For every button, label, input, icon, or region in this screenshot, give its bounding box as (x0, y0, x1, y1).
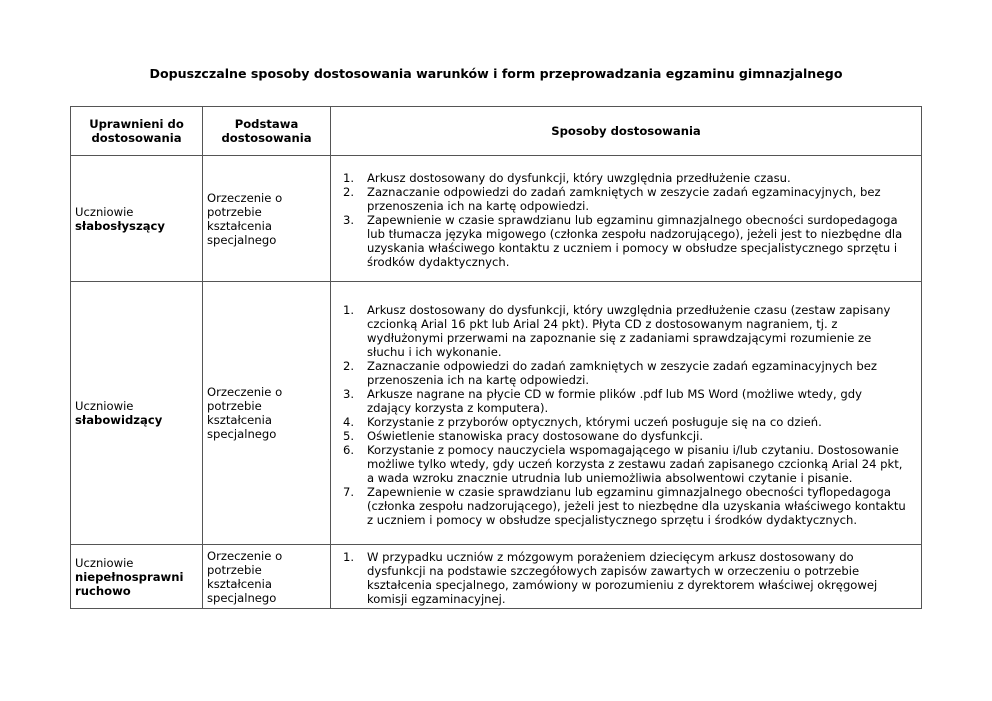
list-item: 2. Zaznaczanie odpowiedzi do zadań zamkniętych w zeszycie zadań egzaminacyjnych, bez przenoszenia ich na kartę odpowiedzi. (343, 185, 881, 213)
basis-cell: Orzeczenie o potrzebie kształcenia specjalnego (203, 282, 331, 545)
list-item: 2. Zaznaczanie odpowiedzi do zadań zamkniętych w zeszycie zadań egzaminacyjnych bez przenoszenia ich na kartę odpowiedzi. (343, 358, 877, 387)
table-row (71, 156, 922, 282)
list-item: 3. Zapewnienie w czasie sprawdzianu lub egzaminu gimnazjalnego obecności surdopedagoga lub tłumacza języka migowego (członka zespołu nadzorującego), jeżeli jest to niezbędne dla uzyskania właściwego kontaktu z uczniem i pomocy w obsłudze specjalistycznego sprzętu i środków dydaktycznych. (343, 213, 903, 269)
table-row (71, 545, 922, 609)
basis-cell: Orzeczenie o potrzebie kształcenia specjalnego (203, 545, 331, 609)
methods-cell (331, 545, 922, 609)
list-item: 4. Korzystanie z przyborów optycznych, którymi uczeń posługuje się na co dzień. (343, 414, 822, 429)
list-item: 7. Zapewnienie w czasie sprawdzianu lub egzaminu gimnazjalnego obecności tyflopedagoga (członka zespołu nadzorującego), jeżeli jest to niezbędne dla uzyskania właściwego kontaktu z uczniem i pomocy w obsłudze specjalistycznego sprzętu i środków dydaktycznych. (343, 484, 906, 527)
page-title: Dopuszczalne sposoby dostosowania warunków i form przeprowadzania egzaminu gimnazjalnego (149, 66, 843, 81)
list-item: 3. Arkusze nagrane na płycie CD w formie plików .pdf lub MS Word (możliwe wtedy, gdy zdający korzysta z komputera). (343, 386, 862, 415)
methods-cell (331, 156, 922, 282)
adjustments-table (70, 106, 922, 609)
header-eligible: Uprawnieni do dostosowania (71, 107, 203, 156)
header-basis: Podstawa dostosowania (203, 107, 331, 156)
table-row (71, 282, 922, 545)
eligible-cell (71, 282, 203, 545)
eligible-group: słabowidzący (75, 413, 163, 427)
header-methods: Sposoby dostosowania (331, 107, 922, 156)
list-item: 6. Korzystanie z pomocy nauczyciela wspomagającego w pisaniu i/lub czytaniu. Dostosowanie możliwe tylko wtedy, gdy uczeń korzysta z zestawu zadań zapisanego czcionką Arial 24 pkt, a wada wzroku znacznie utrudnia lub uniemożliwia absolwentowi czytanie i pisanie. (343, 442, 903, 485)
list-item: 1. Arkusz dostosowany do dysfunkcji, który uwzględnia przedłużenie czasu. (343, 171, 791, 185)
methods-cell (331, 282, 922, 545)
eligible-cell (71, 156, 203, 282)
eligible-group: słabosłyszący (75, 218, 165, 233)
table-header-row (71, 107, 922, 156)
list-item: 1. Arkusz dostosowany do dysfunkcji, który uwzględnia przedłużenie czasu (zestaw zapisany czcionką Arial 16 pkt lub Arial 24 pkt). Płyta CD z dostosowanym nagraniem, tj. z wydłużonymi przerwami na zapoznanie się z zadaniami sprawdzającymi rozumienie ze słuchu i ich wykonanie. (343, 302, 891, 359)
eligible-group: niepełnosprawni ruchowo (75, 569, 184, 598)
eligible-prefix: Uczniowie (75, 399, 134, 413)
eligible-prefix: Uczniowie (75, 204, 134, 219)
basis-cell: Orzeczenie o potrzebie kształcenia specjalnego (203, 156, 331, 282)
eligible-cell (71, 545, 203, 609)
eligible-prefix: Uczniowie (75, 555, 134, 570)
list-item: 5. Oświetlenie stanowiska pracy dostosowane do dysfunkcji. (343, 428, 704, 443)
list-item: 1. W przypadku uczniów z mózgowym porażeniem dziecięcym arkusz dostosowany do dysfunkcji na podstawie szczegółowych zapisów zawartych w orzeczeniu o potrzebie kształcenia specjalnego, zamówiony w porozumieniu z dyrektorem właściwej okręgowej komisji egzaminacyjnej. (343, 550, 878, 606)
